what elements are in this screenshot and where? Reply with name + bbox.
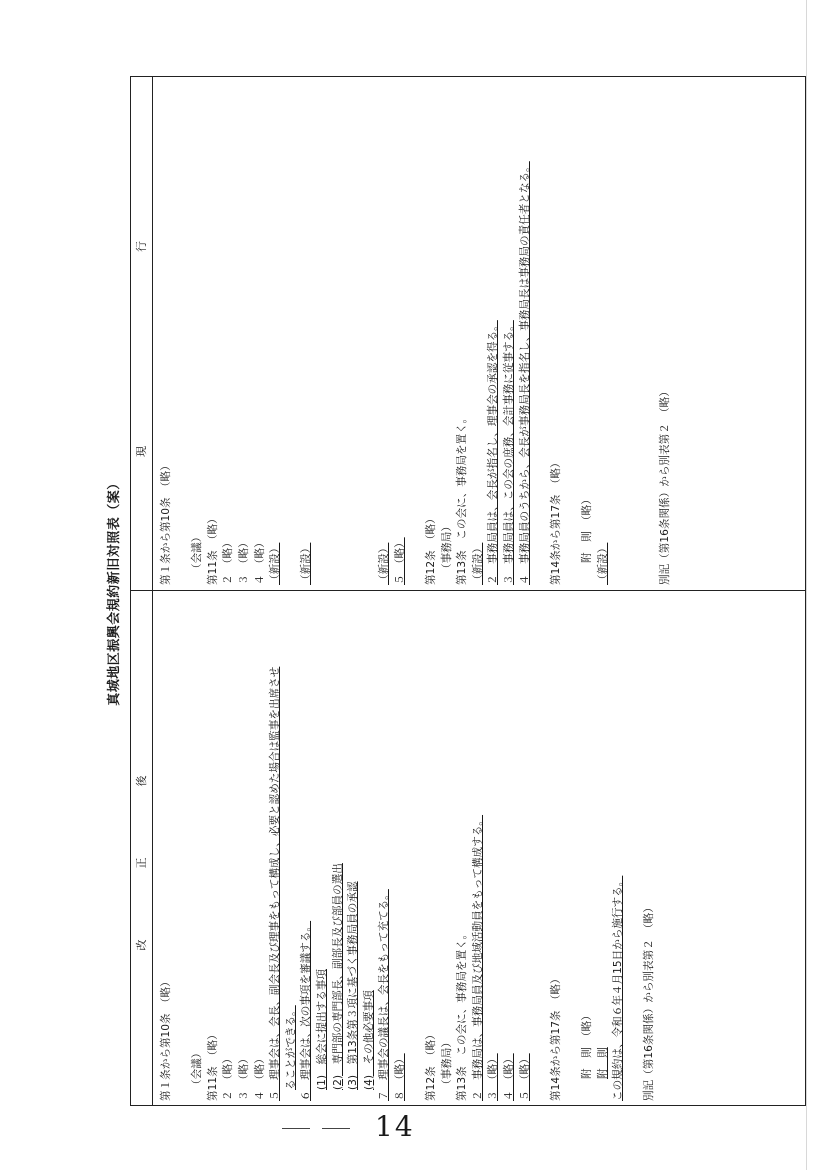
revised-line: 第13条 この会に、事務局を置く。 bbox=[456, 928, 469, 1101]
revised-line: (1) 総会に提出する事項 bbox=[315, 969, 328, 1090]
revised-line: ８ （略） bbox=[393, 1053, 406, 1101]
revised-line: (4) その他必要事項 bbox=[362, 990, 375, 1090]
header-revised: 改 正 後 bbox=[131, 591, 153, 1105]
revised-spacer bbox=[175, 595, 191, 1101]
revised-line: ３ （略） bbox=[487, 1053, 500, 1101]
page-number: 14 bbox=[375, 1110, 415, 1143]
revised-line: 附 則 （略） bbox=[581, 1010, 594, 1079]
comparison-table bbox=[130, 76, 806, 1106]
current-spacer bbox=[533, 79, 549, 585]
current-line: （新設） bbox=[378, 542, 391, 585]
revised-spacer bbox=[627, 595, 643, 1101]
revised-spacer bbox=[533, 595, 549, 1101]
revised-line: 第14条から第17条 （略） bbox=[549, 973, 562, 1101]
revised-line: （会議） bbox=[191, 1047, 204, 1090]
revised-line: 第11条 （略） bbox=[206, 1029, 219, 1101]
current-line: （新設） bbox=[596, 542, 609, 585]
revised-line: ２ （略） bbox=[222, 1053, 235, 1101]
revised-line: ７ 理事会の議長は、会長をもって充てる。 bbox=[378, 889, 391, 1101]
column-divider bbox=[131, 590, 805, 591]
revised-line: ２ 事務局は、事務局員及び地域活動員をもって構成する。 bbox=[471, 814, 484, 1101]
current-line: 第13条 この会に、事務局を置く。 bbox=[456, 412, 469, 585]
current-line: ３ （略） bbox=[237, 537, 250, 585]
revised-line: （事務局） bbox=[440, 1037, 453, 1090]
current-line: （会議） bbox=[191, 531, 204, 574]
current-line: （新設） bbox=[471, 542, 484, 585]
revised-line: ４ （略） bbox=[503, 1053, 516, 1101]
current-line: 附 則 （略） bbox=[581, 494, 594, 563]
current-line: 第１条から第10条 （略） bbox=[160, 460, 172, 585]
dash-left bbox=[282, 1128, 310, 1129]
revised-line: 第１条から第10条 （略） bbox=[160, 976, 172, 1101]
current-spacer bbox=[564, 79, 580, 585]
dash-right bbox=[322, 1128, 350, 1129]
revised-line: (2) 専門部の専門部長、副部長及び部員の選出 bbox=[331, 863, 344, 1090]
revised-line: 附 則 bbox=[596, 1047, 609, 1079]
current-spacer bbox=[331, 79, 347, 585]
current-line: （新設） bbox=[269, 542, 282, 585]
current-line: 第11条 （略） bbox=[206, 513, 219, 585]
revised-line: ３ （略） bbox=[237, 1053, 250, 1101]
current-line: 第14条から第17条 （略） bbox=[549, 457, 562, 585]
revised-spacer bbox=[409, 595, 425, 1101]
current-spacer bbox=[175, 79, 191, 585]
current-spacer bbox=[409, 79, 425, 585]
revised-line: ることができる。 bbox=[284, 1005, 297, 1090]
current-line: ２ 事務局員は、会長が指名し、理事会の承認を得る。 bbox=[487, 320, 500, 585]
current-line: ４ （略） bbox=[253, 537, 266, 585]
current-spacer bbox=[346, 79, 362, 585]
revised-column bbox=[159, 595, 803, 1101]
revised-line: この規約は、令和６年４月15日から施行する。 bbox=[612, 875, 625, 1101]
current-spacer bbox=[627, 79, 643, 585]
header-current: 現 行 bbox=[131, 77, 153, 591]
current-line: 別記（第16条関係）から別表第２ （略） bbox=[659, 386, 671, 585]
revised-line: 第12条 （略） bbox=[425, 1029, 438, 1101]
current-line: ５ （略） bbox=[393, 537, 406, 585]
current-line: 第12条 （略） bbox=[425, 513, 438, 585]
rotated-document bbox=[102, 76, 806, 1106]
current-spacer bbox=[284, 79, 300, 585]
scan-edge-line bbox=[806, 0, 807, 1170]
revised-line: ５ 理事会は、会長、副会長及び理事をもって構成し、必要と認めた場合は監事を出席させ bbox=[269, 666, 282, 1101]
current-line: ４ 事務局員のうちから、会長が事務局長を指名し、事務局長は事務局の責任者となる。 bbox=[518, 161, 531, 585]
current-line: ２ （略） bbox=[222, 537, 235, 585]
current-spacer bbox=[315, 79, 331, 585]
current-spacer bbox=[362, 79, 378, 585]
revised-line: (3) 第13条第３項に基づく事務局員の承認 bbox=[347, 881, 360, 1090]
current-column bbox=[159, 79, 803, 585]
revised-line: ５ （略） bbox=[518, 1053, 531, 1101]
current-spacer bbox=[611, 79, 627, 585]
current-line: ３ 事務局員は、この会の庶務、会計事務に従事する。 bbox=[503, 320, 516, 585]
revised-spacer bbox=[564, 595, 580, 1101]
document-title: 真城地区振興会規約新旧対照表（案） bbox=[107, 476, 122, 706]
revised-line: ４ （略） bbox=[253, 1053, 266, 1101]
current-line: （事務局） bbox=[440, 521, 453, 574]
revised-line: ６ 理事会は、次の事項を審議する。 bbox=[300, 920, 313, 1101]
current-spacer bbox=[642, 79, 658, 585]
revised-line: 別記（第16条関係）から別表第２ （略） bbox=[643, 902, 656, 1101]
current-line: （新設） bbox=[300, 542, 313, 585]
